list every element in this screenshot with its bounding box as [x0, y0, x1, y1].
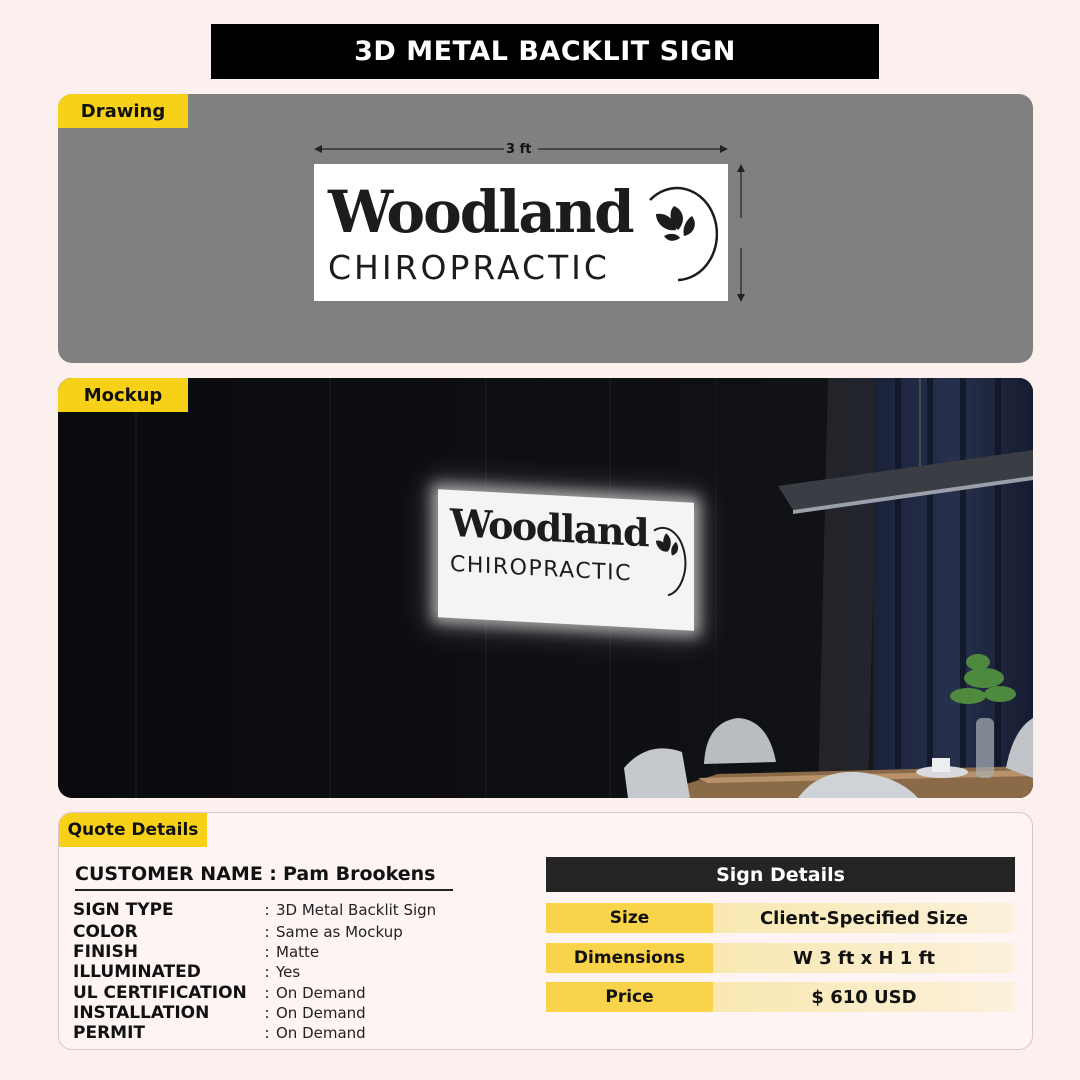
spec-label: PERMIT: [73, 1023, 146, 1043]
sign-details-key: Dimensions: [546, 943, 713, 973]
spec-label: COLOR: [73, 922, 138, 942]
spec-label: SIGN TYPE: [73, 900, 174, 920]
sign-drawing: [314, 164, 728, 301]
sign-details-value: $ 610 USD: [713, 982, 1015, 1012]
mockup-tag: Mockup: [58, 378, 188, 412]
spec-value: On Demand: [276, 1004, 366, 1022]
logo-subtitle: CHIROPRACTIC: [328, 248, 610, 287]
spec-row-ul-certification: [73, 983, 366, 1003]
quote-details-tag: Quote Details: [59, 813, 207, 847]
spec-row-sign-type: [73, 900, 436, 920]
spec-label: ILLUMINATED: [73, 962, 201, 982]
leaf-emblem-icon: [630, 180, 718, 286]
spec-value: 3D Metal Backlit Sign: [276, 901, 437, 919]
spec-separator: :: [264, 901, 270, 919]
width-label: 3 ft: [506, 142, 532, 157]
spec-separator: :: [264, 984, 270, 1002]
spec-value: On Demand: [276, 1024, 366, 1042]
mockup-leaf-emblem-icon: [642, 514, 690, 601]
mockup-panel: [58, 378, 1033, 798]
spec-row-illuminated: [73, 962, 300, 982]
customer-name-separator: :: [269, 863, 277, 885]
spec-row-installation: [73, 1003, 366, 1023]
spec-value: On Demand: [276, 984, 366, 1002]
spec-value: Yes: [276, 963, 301, 981]
sign-details-value: W 3 ft x H 1 ft: [713, 943, 1015, 973]
sign-details-row-dimensions: [546, 943, 1015, 973]
spec-row-color: [73, 922, 403, 942]
spec-value: Same as Mockup: [276, 923, 403, 941]
customer-name-row: [75, 863, 453, 891]
sign-details-row-size: [546, 903, 1015, 933]
backlit-sign-mockup: [438, 489, 694, 630]
spec-separator: :: [264, 1004, 270, 1022]
sign-details-value: Client-Specified Size: [713, 903, 1015, 933]
spec-row-finish: [73, 942, 319, 962]
spec-separator: :: [264, 1024, 270, 1042]
sign-details-key: Price: [546, 982, 713, 1012]
customer-name-label: CUSTOMER NAME: [75, 863, 263, 885]
sign-details-key: Size: [546, 903, 713, 933]
page-title: 3D METAL BACKLIT SIGN: [211, 24, 879, 79]
drawing-panel: [58, 94, 1033, 363]
spec-label: FINISH: [73, 942, 138, 962]
customer-name-value: Pam Brookens: [283, 863, 436, 885]
mockup-logo-wordmark: Woodland: [450, 499, 649, 556]
spec-row-permit: [73, 1023, 366, 1043]
quote-details-panel: [58, 812, 1033, 1050]
height-dimension-arrow: [734, 164, 748, 302]
spec-separator: :: [264, 943, 270, 961]
mockup-logo-subtitle: CHIROPRACTIC: [450, 551, 632, 587]
spec-label: INSTALLATION: [73, 1003, 210, 1023]
sign-details-header: Sign Details: [546, 857, 1015, 892]
logo-wordmark: Woodland: [328, 178, 633, 246]
spec-value: Matte: [276, 943, 320, 961]
spec-separator: :: [264, 923, 270, 941]
drawing-tag: Drawing: [58, 94, 188, 128]
sign-details-row-price: [546, 982, 1015, 1012]
spec-label: UL CERTIFICATION: [73, 983, 247, 1003]
spec-separator: :: [264, 963, 270, 981]
